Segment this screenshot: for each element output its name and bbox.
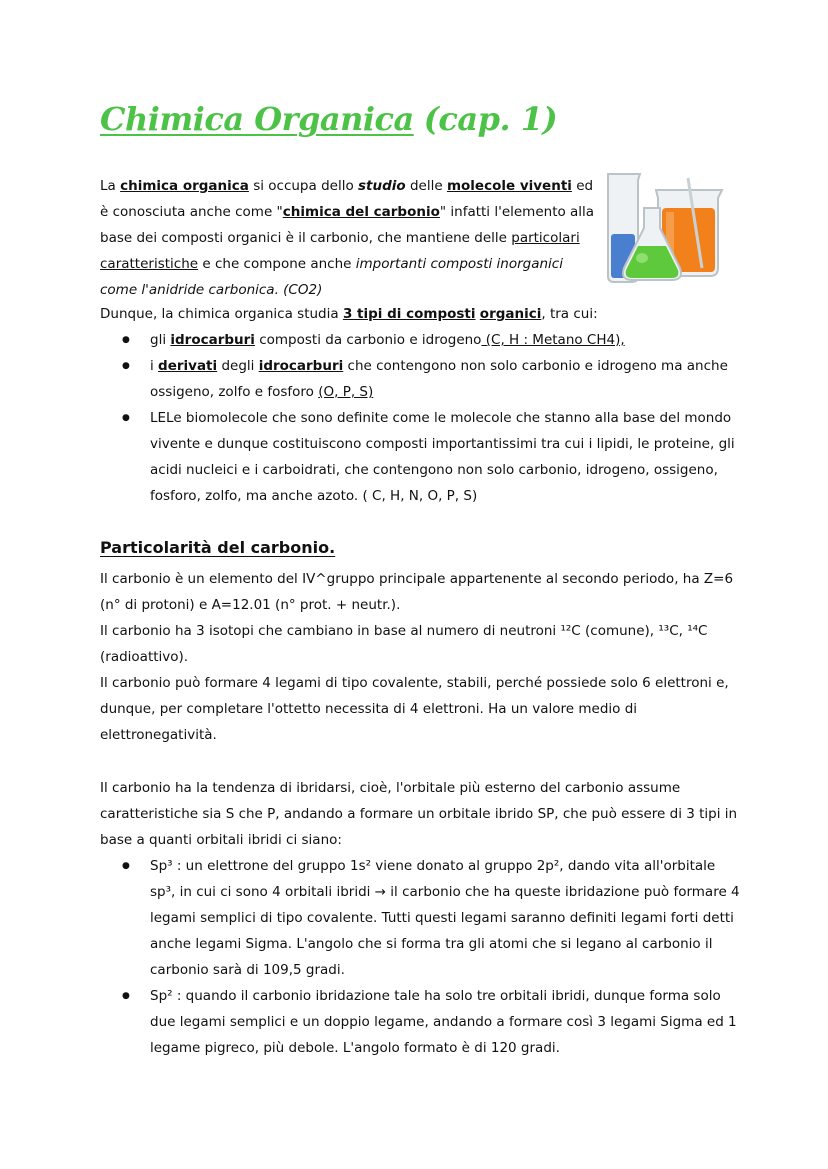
paragraph-group — [100, 566, 740, 748]
list-item: ● gli idrocarburi composti da carbonio e idrogeno (C, H : Metano CH4), — [150, 327, 740, 353]
term-chimica-del-carbonio: chimica del carbonio — [282, 204, 440, 220]
term-organici: organici — [479, 306, 542, 322]
chemistry-glassware-icon — [600, 168, 730, 293]
paragraph: Il carbonio ha 3 isotopi che cambiano in base al numero di neutroni ¹²C (comune), ¹³C, ¹⁴C (radioattivo). — [100, 623, 708, 665]
term-composti-inorganici: importanti composti inorganici come l'anidride carbonica. (CO2) — [100, 256, 563, 298]
hybridization-list — [100, 853, 740, 1061]
list-item: ● i derivati degli idrocarburi che contengono non solo carbonio e idrogeno ma anche ossigeno, zolfo e fosforo (O, P, S) — [150, 353, 740, 405]
paragraph: Il carbonio è un elemento del IV^gruppo principale appartenente al secondo periodo, ha Z=6 (n° di protoni) e A=12.01 (n° prot. + neutr.). — [100, 571, 734, 613]
term-particolari-caratteristiche: particolari caratteristiche — [100, 230, 580, 272]
term-molecole-viventi: molecole viventi — [446, 178, 572, 194]
term-chimica-organica: chimica organica — [120, 178, 249, 194]
paragraph: Il carbonio ha la tendenza di ibridarsi, cioè, l'orbitale più esterno del carbonio assume caratteristiche sia S che P, andando a formare un orbitale ibrido SP, che può essere di 3 tipi in base a quanti orbitali ibridi ci siano: — [100, 780, 738, 848]
list-item: ● Sp² : quando il carbonio ibridazione tale ha solo tre orbitali ibridi, dunque forma solo due legami semplici e un doppio legame, andando a formare così 3 legami Sigma ed 1 legame pigreco, più debole. L'angolo formato è di 120 gradi. — [150, 983, 740, 1061]
page-title — [100, 100, 557, 138]
list-item: ● LELe biomolecole che sono definite come le molecole che stanno alla base del mondo vivente e dunque costituiscono composti importantissimi tra cui i lipidi, le proteine, gli acidi nucleici e i carboidrati, che contengono non solo carbonio, idrogeno, ossigeno, fosforo, zolfo, ma anche azoto. ( C, H, N, O, P, S) — [150, 405, 740, 509]
title-main: Chimica Organica — [100, 100, 414, 138]
term-studio: studio — [358, 178, 406, 194]
term-3-tipi: 3 tipi di composti — [342, 306, 476, 322]
compound-types-list — [100, 327, 740, 509]
section-heading: Particolarità del carbonio. — [100, 538, 336, 557]
paragraph: Il carbonio può formare 4 legami di tipo covalente, stabili, perché possiede solo 6 elettroni e, dunque, per completare l'ottetto necessita di 4 elettroni. Ha un valore medio di elettronegatività. — [100, 675, 729, 743]
dunque-paragraph: Dunque, la chimica organica studia 3 tipi di composti organici, tra cui: — [100, 306, 598, 322]
title-chapter: (cap. 1) — [423, 100, 558, 138]
list-item: ● Sp³ : un elettrone del gruppo 1s² viene donato al gruppo 2p², dando vita all'orbitale sp³, in cui ci sono 4 orbitali ibridi → il carbonio che ha queste ibridazione può formare 4 legami semplici di tipo covalente. Tutti questi legami saranno definiti legami forti detti anche legami Sigma. L'angolo che si forma tra gli atomi che si legano al carbonio il carbonio sarà di 109,5 gradi. — [150, 853, 740, 983]
intro-paragraph: La chimica organica si occupa dello studio delle molecole viventi ed è conosciuta anche come "chimica del carbonio" infatti l'elemento alla base dei composti organici è il carbonio, che mantiene delle particolari caratteristiche e che compone anche importanti composti inorganici come l'anidride carbonica. (CO2) — [100, 178, 595, 298]
